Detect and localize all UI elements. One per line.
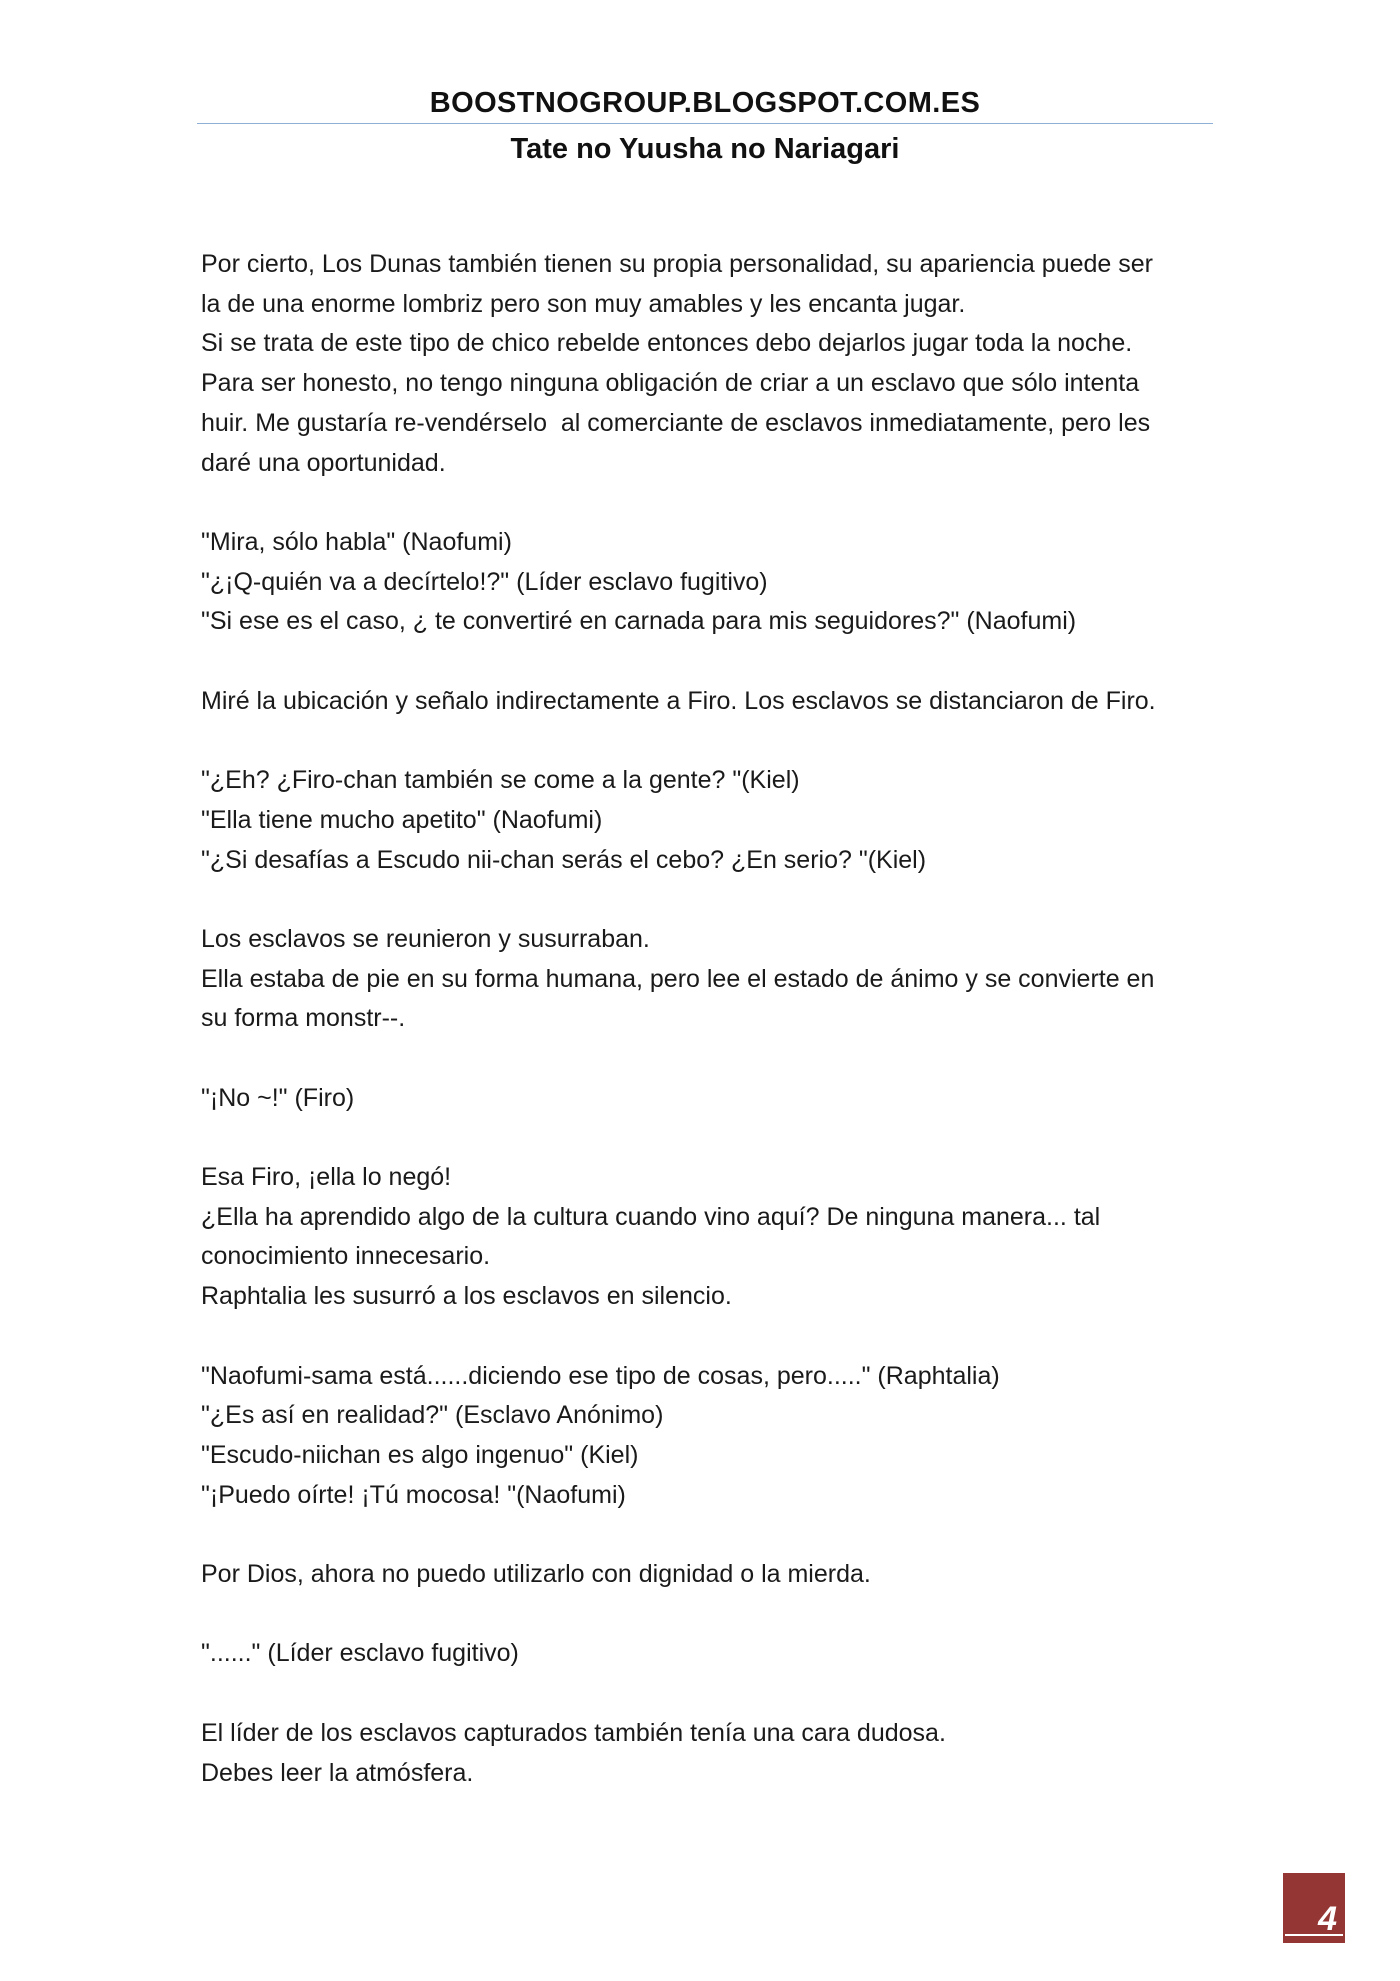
page-number-underline [1285, 1934, 1343, 1936]
text-line: conocimiento innecesario. [201, 1242, 491, 1271]
paragraph [201, 920, 1211, 1039]
text-line: Raphtalia les susurró a los esclavos en silencio. [201, 1282, 732, 1311]
text-line: "Escudo-niichan es algo ingenuo" (Kiel) [201, 1440, 639, 1469]
site-name: BOOSTNOGROUP.BLOGSPOT.COM.ES [429, 87, 981, 119]
text-line: "......" (Líder esclavo fugitivo) [201, 1639, 519, 1668]
text-line: su forma monstr--. [201, 1004, 406, 1033]
page-header [197, 84, 1213, 168]
text-line: "¿¡Q-quién va a decírtelo!?" (Líder esclavo fugitivo) [201, 567, 768, 596]
text-line: huir. Me gustaría re-vendérselo al comerciante de esclavos inmediatamente, pero les [201, 408, 1151, 437]
text-line: "¡Puedo oírte! ¡Tú mocosa! "(Naofumi) [201, 1480, 626, 1509]
header-divider [197, 123, 1213, 124]
text-line: "¿Si desafías a Escudo nii-chan serás el cebo? ¿En serio? "(Kiel) [201, 845, 927, 874]
text-line: Si se trata de este tipo de chico rebelde entonces debo dejarlos jugar toda la noche. [201, 329, 1133, 358]
text-line: Los esclavos se reunieron y susurraban. [201, 924, 650, 953]
paragraph [201, 523, 1211, 642]
document-title: Tate no Yuusha no Nariagari [510, 133, 900, 165]
text-line: Por cierto, Los Dunas también tienen su propia personalidad, su apariencia puede ser [201, 250, 1153, 278]
text-line: "Si ese es el caso, ¿ te convertiré en carnada para mis seguidores?" (Naofumi) [201, 607, 1077, 636]
text-line: la de una enorme lombriz pero son muy amables y les encanta jugar. [201, 289, 966, 318]
paragraph [201, 1357, 1211, 1516]
text-line: El líder de los esclavos capturados también tenía una cara dudosa. [201, 1718, 946, 1747]
text-line: Por Dios, ahora no puedo utilizarlo con dignidad o la mierda. [201, 1560, 871, 1589]
paragraph [201, 761, 1211, 880]
text-line: daré una oportunidad. [201, 448, 446, 477]
paragraph [201, 1555, 1211, 1595]
text-line: Debes leer la atmósfera. [201, 1758, 474, 1787]
text-line: "Mira, sólo habla" (Naofumi) [201, 527, 512, 556]
text-line: ¿Ella ha aprendido algo de la cultura cuando vino aquí? De ninguna manera... tal [201, 1202, 1101, 1231]
paragraph [201, 1079, 1211, 1119]
page-number: 4 [1318, 1900, 1337, 1938]
text-line: "Ella tiene mucho apetito" (Naofumi) [201, 805, 603, 834]
text-line: Miré la ubicación y señalo indirectamente a Firo. Los esclavos se distanciaron de Firo. [201, 686, 1156, 715]
text-line: "Naofumi-sama está......diciendo ese tipo de cosas, pero....." (Raphtalia) [201, 1361, 1000, 1390]
text-line: "¿Es así en realidad?" (Esclavo Anónimo) [201, 1401, 664, 1430]
text-line: Esa Firo, ¡ella lo negó! [201, 1163, 452, 1192]
page-number-badge [1283, 1873, 1345, 1943]
text-line: "¡No ~!" (Firo) [201, 1083, 355, 1112]
text-line: "¿Eh? ¿Firo-chan también se come a la gente? "(Kiel) [201, 766, 800, 795]
paragraph [201, 1158, 1211, 1317]
paragraph [201, 682, 1211, 722]
paragraph [201, 1634, 1211, 1674]
paragraph [201, 1714, 1211, 1793]
paragraph [201, 245, 1211, 483]
text-line: Ella estaba de pie en su forma humana, pero lee el estado de ánimo y se convierte en [201, 964, 1155, 993]
text-line: Para ser honesto, no tengo ninguna obligación de criar a un esclavo que sólo intenta [201, 369, 1140, 398]
document-body [201, 245, 1211, 1833]
